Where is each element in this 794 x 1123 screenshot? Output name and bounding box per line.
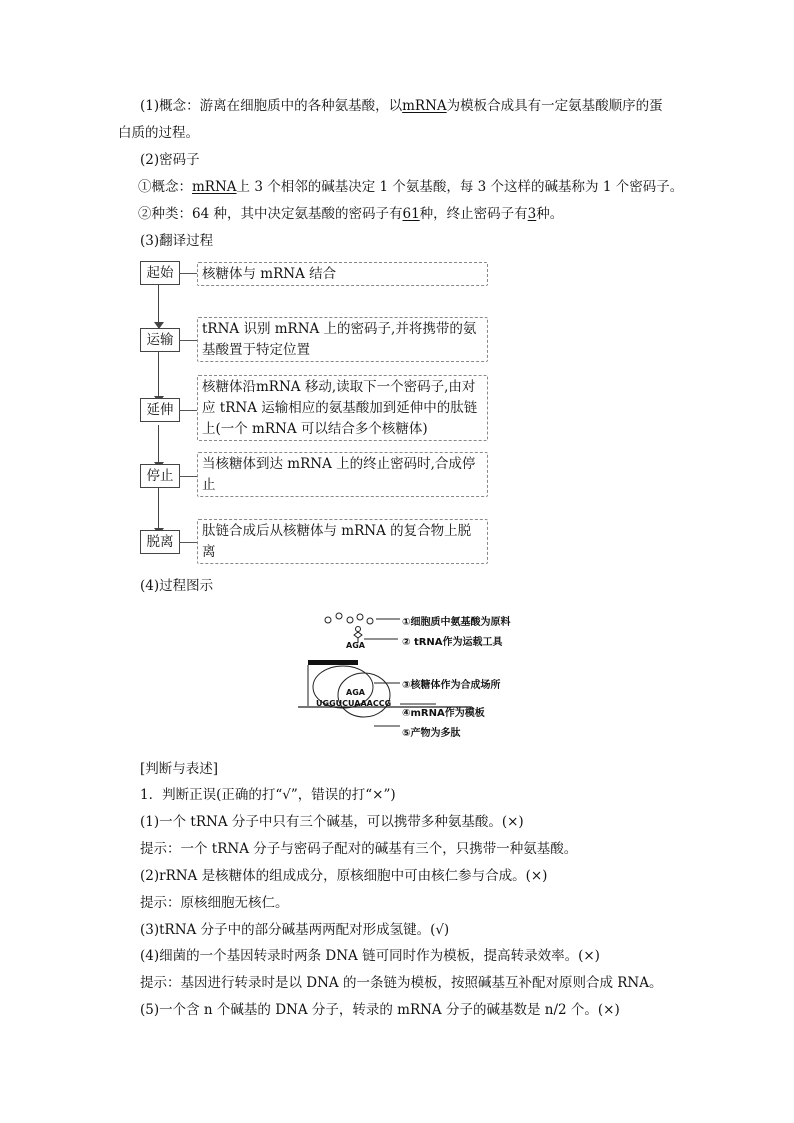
amino-acid-icon [347,617,353,623]
judge-item-5: (5)一个含 n 个碱基的 DNA 分子，转录的 mRNA 分子的碱基数是 n/2 个。(×) [140,1002,620,1018]
mrna-sequence: UGGUCUAAACCG [316,699,392,708]
step-label-stop: 停止 [140,464,180,488]
flow-connector [158,487,159,530]
flow-dash [179,410,197,411]
judge-heading: [判断与表述] [140,761,219,777]
judge-hint-4: 提示：基因进行转录时是以 DNA 的一条链为模板，按照碱基互补配对原则合成 RNA。 [140,975,663,991]
label-mrna-template: ④mRNA作为模板 [402,708,485,719]
step-box-start: 核糖体与 mRNA 结合 [197,262,488,286]
amino-acid-icon [367,618,373,624]
diagram-title: (4)过程图示 [140,578,214,594]
label-ribosome-site: ③核糖体作为合成场所 [402,680,501,691]
step-label-release: 脱离 [140,530,180,554]
label-trna-carrier: ② tRNA作为运载工具 [402,637,503,648]
flow-dash [179,476,197,477]
mrna-underlined: mRNA [402,98,447,114]
anticodon-inside: AGA [346,688,365,697]
step-box-elongation: 核糖体沿mRNA 移动,读取下一个密码子,由对应 tRNA 运输相应的氨基酸加到延伸中的肽链上(一个 mRNA 可以结合多个核糖体) [197,375,488,441]
translation-diagram [294,608,534,744]
amino-acid-icon [336,613,342,619]
judge-item-1: (1)一个 tRNA 分子中只有三个碱基，可以携带多种氨基酸。(×) [140,814,524,830]
codon-title: (2)密码子 [140,152,200,168]
judge-item-2: (2)rRNA 是核糖体的组成成分，原核细胞中可由核仁参与合成。(×) [140,868,548,884]
flow-connector [158,352,159,398]
codon-concept: ①概念：mRNA上 3 个相邻的碱基决定 1 个氨基酸，每 3 个这样的碱基称为 1 个密码子。 [138,179,684,195]
concept-line-2: 白质的过程。 [118,125,199,141]
flow-connector [158,425,159,464]
flow-connector [158,284,159,324]
step-label-transport: 运输 [140,328,180,352]
step-box-release: 肽链合成后从核糖体与 mRNA 的复合物上脱离 [197,519,488,564]
flow-dash [179,542,197,543]
step-box-stop: 当核糖体到达 mRNA 上的终止密码时,合成停止 [197,452,488,497]
translation-title: (3)翻译过程 [140,233,214,249]
judge-item-3: (3)tRNA 分子中的部分碱基两两配对形成氢键。(√) [140,922,450,938]
flow-dash [179,340,197,341]
codon-types: ②种类：64 种，其中决定氨基酸的密码子有61种，终止密码子有3种。 [138,206,564,222]
step-label-start: 起始 [140,261,180,285]
label-raw-material: ①细胞质中氨基酸为原料 [402,617,511,628]
step-box-transport: tRNA 识别 mRNA 上的密码子,并将携带的氨基酸置于特定位置 [197,317,488,362]
trna-icon [356,627,361,632]
flow-dash [179,273,197,274]
polypeptide-icon [308,660,358,665]
anticodon-top: AGA [346,641,365,650]
judge-item-4: (4)细菌的一个基因转录时两条 DNA 链可同时作为模板，提高转录效率。(×) [140,948,600,964]
label-product-polypeptide: ⑤产物为多肽 [402,728,461,739]
judge-hint-1: 提示：一个 tRNA 分子与密码子配对的碱基有三个，只携带一种氨基酸。 [140,841,578,857]
amino-acid-icon [325,617,331,623]
judge-hint-2: 提示：原核细胞无核仁。 [140,895,289,911]
concept-line-1: (1)概念：游离在细胞质中的各种氨基酸，以mRNA为模板合成具有一定氨基酸顺序的蛋 [140,98,663,114]
step-label-elongation: 延伸 [140,398,180,422]
amino-acid-icon [357,614,363,620]
judge-instruction: 1．判断正误(正确的打“√”，错误的打“×”) [140,787,396,803]
